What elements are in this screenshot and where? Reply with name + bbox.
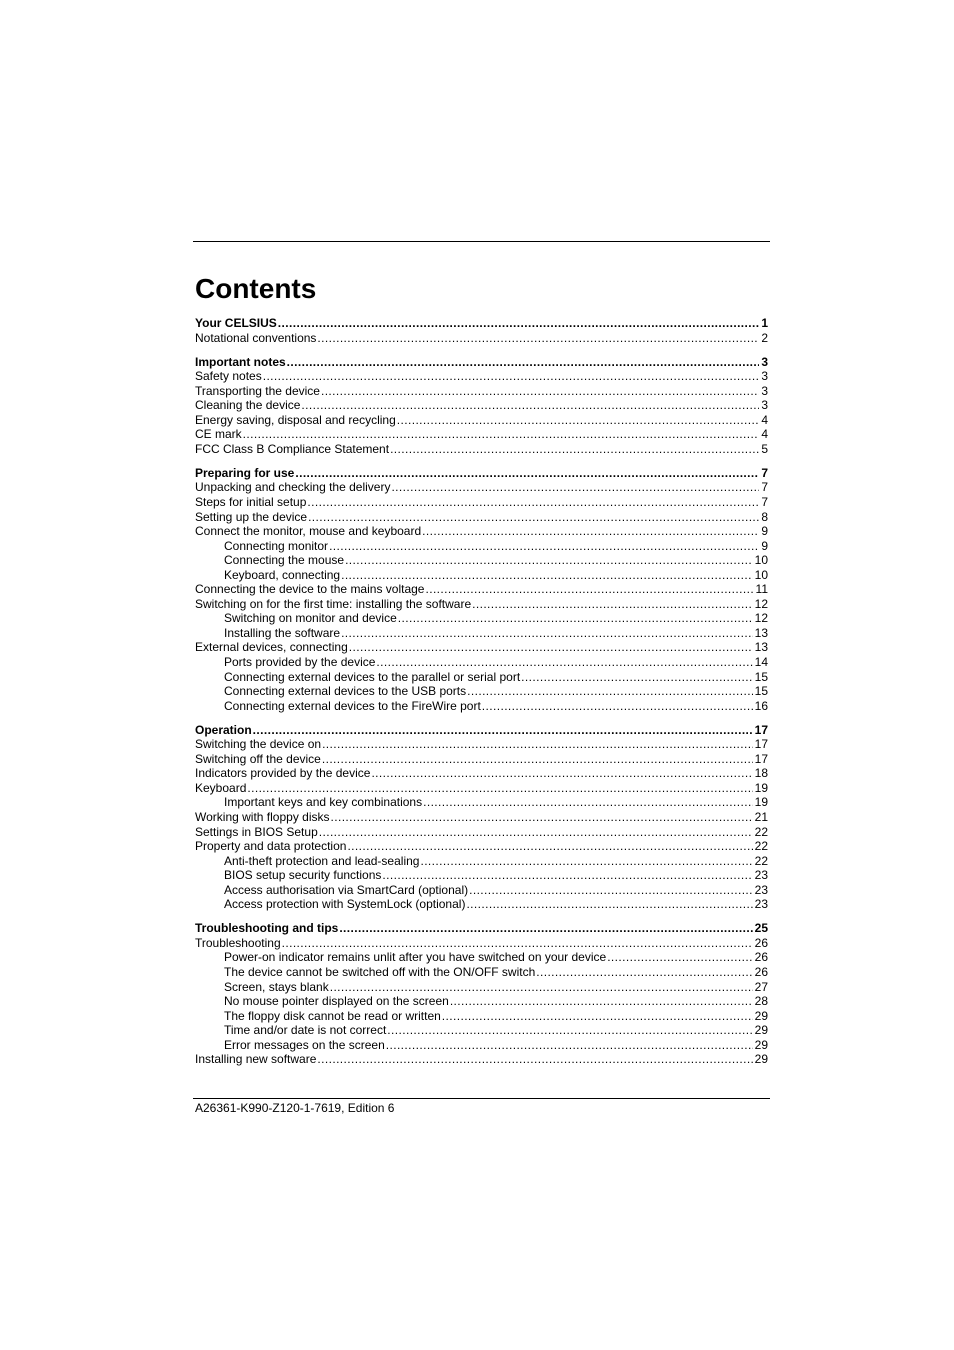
toc-section [195, 723, 768, 912]
toc-page-number: 22 [754, 839, 768, 854]
toc-entry-label: Connecting monitor [224, 538, 329, 553]
toc-dot-leader [345, 553, 753, 568]
toc-entry-label: Keyboard, connecting [224, 567, 341, 582]
toc-entry-label: Connect the monitor, mouse and keyboard [195, 524, 422, 539]
toc-entry-label: Anti-theft protection and lead-sealing [224, 853, 420, 868]
toc-chapter-entry[interactable] [195, 355, 768, 370]
toc-entry-label: Switching the device on [195, 737, 322, 752]
toc-page-number: 13 [754, 625, 768, 640]
toc-entry-label: Troubleshooting [195, 935, 281, 950]
page-title: Contents [195, 273, 317, 304]
toc-entry[interactable] [195, 413, 768, 428]
toc-page-number: 13 [754, 640, 768, 655]
toc-entry[interactable] [195, 331, 768, 346]
toc-entry[interactable] [195, 825, 768, 840]
toc-page-number: 2 [761, 330, 768, 345]
toc-page-number: 16 [754, 698, 768, 713]
table-of-contents [195, 316, 768, 1076]
toc-dot-leader [450, 994, 753, 1009]
toc-entry[interactable] [195, 684, 768, 699]
toc-entry[interactable] [195, 626, 768, 641]
toc-entry[interactable] [195, 1009, 768, 1024]
toc-page-number: 22 [754, 853, 768, 868]
toc-page-number: 1 [761, 316, 768, 330]
toc-entry-label: Access protection with SystemLock (optional) [224, 897, 466, 912]
toc-entry-label: External devices, connecting [195, 640, 348, 655]
toc-entry-label: Your CELSIUS [195, 316, 277, 330]
toc-entry-label: Screen, stays blank [224, 979, 329, 994]
toc-page-number: 12 [754, 611, 768, 626]
toc-page-number: 17 [754, 751, 768, 766]
toc-dot-leader [422, 524, 759, 539]
toc-dot-leader [243, 427, 760, 442]
toc-page-number: 3 [761, 354, 768, 369]
toc-dot-leader [319, 825, 753, 840]
toc-page-number: 28 [754, 994, 768, 1009]
toc-entry[interactable] [195, 442, 768, 457]
toc-page-number: 19 [754, 780, 768, 795]
toc-section [195, 921, 768, 1066]
toc-page-number: 11 [755, 582, 768, 597]
toc-dot-leader [321, 384, 759, 399]
toc-page-number: 29 [754, 1052, 768, 1067]
toc-entry[interactable] [195, 883, 768, 898]
footer-rule [193, 1098, 770, 1099]
toc-dot-leader [341, 568, 753, 583]
toc-entry[interactable] [195, 854, 768, 869]
toc-dot-leader [398, 611, 753, 626]
toc-entry-label: Working with floppy disks [195, 810, 330, 824]
toc-page-number: 14 [754, 655, 768, 670]
toc-entry-label: Setting up the device [195, 509, 308, 524]
toc-page-number: 15 [754, 684, 768, 699]
toc-dot-leader [339, 921, 752, 936]
toc-dot-leader [287, 355, 760, 370]
toc-dot-leader [253, 723, 753, 738]
toc-dot-leader [390, 442, 759, 457]
toc-entry-label: Settings in BIOS Setup [195, 824, 318, 839]
toc-dot-leader [607, 950, 752, 965]
toc-entry[interactable] [195, 1038, 768, 1053]
toc-dot-leader [467, 684, 753, 699]
toc-entry-label: The floppy disk cannot be read or written [224, 1008, 441, 1023]
toc-dot-leader [472, 597, 753, 612]
toc-entry-label: Preparing for use [195, 465, 295, 480]
toc-page-number: 26 [754, 935, 768, 950]
toc-dot-leader [330, 980, 753, 995]
toc-page-number: 23 [754, 882, 768, 897]
toc-page-number: 5 [761, 441, 768, 456]
toc-dot-leader [329, 539, 759, 554]
toc-entry-label: Installing new software [195, 1052, 317, 1067]
toc-dot-leader [331, 810, 753, 825]
toc-entry-label: Important notes [195, 354, 286, 369]
toc-entry-label: Cleaning the device [195, 398, 301, 413]
toc-page-number: 25 [754, 921, 768, 936]
toc-page-number: 15 [754, 669, 768, 684]
toc-entry-label: Ports provided by the device [224, 655, 376, 670]
toc-entry-label: Power-on indicator remains unlit after you have switched on your device [224, 950, 607, 965]
toc-page-number: 26 [754, 964, 768, 979]
toc-entry[interactable] [195, 752, 768, 767]
toc-page-number: 29 [754, 1037, 768, 1052]
toc-section [195, 316, 768, 345]
toc-page-number: 3 [761, 369, 768, 384]
toc-chapter-entry[interactable] [195, 466, 768, 481]
toc-entry-label: Troubleshooting and tips [195, 921, 339, 936]
toc-page-number: 8 [761, 509, 768, 524]
toc-chapter-entry[interactable] [195, 316, 768, 331]
toc-dot-leader [442, 1009, 753, 1024]
toc-chapter-entry[interactable] [195, 921, 768, 936]
toc-page-number: 4 [761, 412, 768, 427]
toc-dot-leader [466, 897, 752, 912]
toc-entry[interactable] [195, 839, 768, 854]
toc-entry[interactable] [195, 810, 768, 825]
toc-entry[interactable] [195, 781, 768, 796]
toc-section [195, 355, 768, 457]
toc-entry[interactable] [195, 699, 768, 714]
toc-entry[interactable] [195, 384, 768, 399]
toc-entry[interactable] [195, 427, 768, 442]
toc-entry-label: Unpacking and checking the delivery [195, 480, 391, 495]
toc-entry-label: BIOS setup security functions [224, 868, 382, 883]
toc-dot-leader [397, 413, 760, 428]
toc-dot-leader [349, 640, 753, 655]
toc-entry[interactable] [195, 1052, 768, 1067]
toc-dot-leader [521, 670, 752, 685]
toc-page-number: 10 [754, 553, 768, 568]
toc-entry[interactable] [195, 524, 768, 539]
toc-entry-label: FCC Class B Compliance Statement [195, 441, 390, 456]
toc-entry-label: Steps for initial setup [195, 495, 307, 510]
toc-entry-label: Connecting the mouse [224, 553, 345, 568]
toc-entry-label: Error messages on the screen [224, 1037, 385, 1052]
toc-dot-leader [387, 1023, 752, 1038]
toc-dot-leader [386, 1038, 753, 1053]
header-rule [193, 241, 770, 242]
toc-dot-leader [341, 626, 753, 641]
toc-dot-leader [536, 965, 752, 980]
toc-entry[interactable] [195, 670, 768, 685]
toc-entry[interactable] [195, 369, 768, 384]
toc-page-number: 9 [761, 524, 768, 539]
toc-entry-label: Connecting external devices to the parallel or serial port [224, 669, 521, 684]
toc-entry[interactable] [195, 398, 768, 413]
toc-entry-label: Property and data protection [195, 839, 347, 854]
toc-entry[interactable] [195, 994, 768, 1009]
toc-page-number: 21 [754, 810, 768, 824]
toc-page-number: 18 [754, 766, 768, 781]
toc-entry-label: Notational conventions [195, 330, 317, 345]
toc-entry[interactable] [195, 640, 768, 655]
toc-entry[interactable] [195, 950, 768, 965]
toc-entry[interactable] [195, 868, 768, 883]
toc-entry-label: Access authorisation via SmartCard (optional) [224, 882, 469, 897]
toc-dot-leader [425, 582, 753, 597]
toc-entry[interactable] [195, 897, 768, 912]
toc-entry-label: Connecting the device to the mains voltage [195, 582, 425, 597]
toc-page-number: 17 [754, 737, 768, 752]
toc-entry[interactable] [195, 737, 768, 752]
toc-entry[interactable] [195, 553, 768, 568]
toc-dot-leader [382, 868, 752, 883]
toc-page-number: 12 [754, 596, 768, 611]
toc-entry[interactable] [195, 480, 768, 495]
toc-dot-leader [322, 752, 753, 767]
toc-dot-leader [423, 795, 753, 810]
toc-entry-label: Important keys and key combinations [224, 795, 423, 810]
toc-page-number: 4 [761, 427, 768, 442]
toc-entry-label: Energy saving, disposal and recycling [195, 412, 396, 427]
toc-page-number: 9 [761, 538, 768, 553]
toc-page-number: 26 [754, 950, 768, 965]
toc-dot-leader [278, 316, 760, 331]
toc-entry[interactable] [195, 611, 768, 626]
toc-entry-label: Indicators provided by the device [195, 766, 371, 781]
toc-dot-leader [420, 854, 752, 869]
toc-entry[interactable] [195, 936, 768, 951]
toc-dot-leader [322, 737, 753, 752]
toc-entry[interactable] [195, 510, 768, 525]
toc-dot-leader [469, 883, 753, 898]
toc-entry[interactable] [195, 980, 768, 995]
toc-entry-label: Switching on for the first time: installing the software [195, 596, 472, 611]
toc-page-number: 29 [754, 1008, 768, 1023]
toc-dot-leader [301, 398, 759, 413]
toc-dot-leader [295, 466, 759, 481]
toc-entry-label: Time and/or date is not correct [224, 1023, 387, 1038]
toc-dot-leader [308, 510, 759, 525]
toc-page-number: 17 [754, 722, 768, 737]
toc-dot-leader [347, 839, 752, 854]
toc-page-number: 23 [754, 868, 768, 883]
toc-entry-label: Transporting the device [195, 383, 320, 398]
toc-entry[interactable] [195, 582, 768, 597]
toc-dot-leader [282, 936, 753, 951]
toc-chapter-entry[interactable] [195, 723, 768, 738]
toc-dot-leader [317, 331, 759, 346]
toc-entry[interactable] [195, 539, 768, 554]
toc-page-number: 27 [754, 979, 768, 994]
toc-entry-label: The device cannot be switched off with the ON/OFF switch [224, 964, 536, 979]
toc-page-number: 19 [754, 795, 768, 810]
toc-page-number: 3 [761, 398, 768, 413]
toc-entry-label: Safety notes [195, 369, 262, 384]
toc-entry[interactable] [195, 965, 768, 980]
toc-page-number: 23 [754, 897, 768, 912]
toc-entry[interactable] [195, 1023, 768, 1038]
toc-entry-label: Switching on monitor and device [224, 611, 397, 626]
toc-entry-label: Switching off the device [195, 751, 321, 766]
toc-dot-leader [263, 369, 760, 384]
toc-entry-label: Connecting external devices to the FireWire port [224, 698, 481, 713]
toc-page-number: 7 [761, 480, 768, 495]
toc-dot-leader [317, 1052, 752, 1067]
toc-dot-leader [482, 699, 753, 714]
toc-dot-leader [247, 781, 752, 796]
toc-entry[interactable] [195, 766, 768, 781]
toc-entry[interactable] [195, 655, 768, 670]
toc-page-number: 3 [761, 383, 768, 398]
document-footer: A26361-K990-Z120-1-7619, Edition 6 [195, 1101, 395, 1115]
toc-page-number: 10 [754, 567, 768, 582]
toc-entry-label: Installing the software [224, 625, 341, 640]
toc-entry-label: No mouse pointer displayed on the screen [224, 994, 449, 1009]
toc-entry-label: Keyboard [195, 780, 247, 795]
toc-entry[interactable] [195, 795, 768, 810]
toc-page-number: 29 [754, 1023, 768, 1038]
toc-dot-leader [371, 766, 752, 781]
toc-dot-leader [391, 480, 759, 495]
toc-dot-leader [376, 655, 752, 670]
toc-dot-leader [307, 495, 759, 510]
toc-page-number: 7 [761, 495, 768, 510]
toc-entry-label: CE mark [195, 427, 242, 442]
toc-page-number: 7 [761, 465, 768, 480]
toc-page-number: 22 [754, 824, 768, 839]
toc-entry[interactable] [195, 495, 768, 510]
toc-section [195, 466, 768, 713]
toc-entry-label: Connecting external devices to the USB ports [224, 684, 467, 699]
toc-entry[interactable] [195, 568, 768, 583]
toc-entry[interactable] [195, 597, 768, 612]
toc-entry-label: Operation [195, 722, 252, 737]
